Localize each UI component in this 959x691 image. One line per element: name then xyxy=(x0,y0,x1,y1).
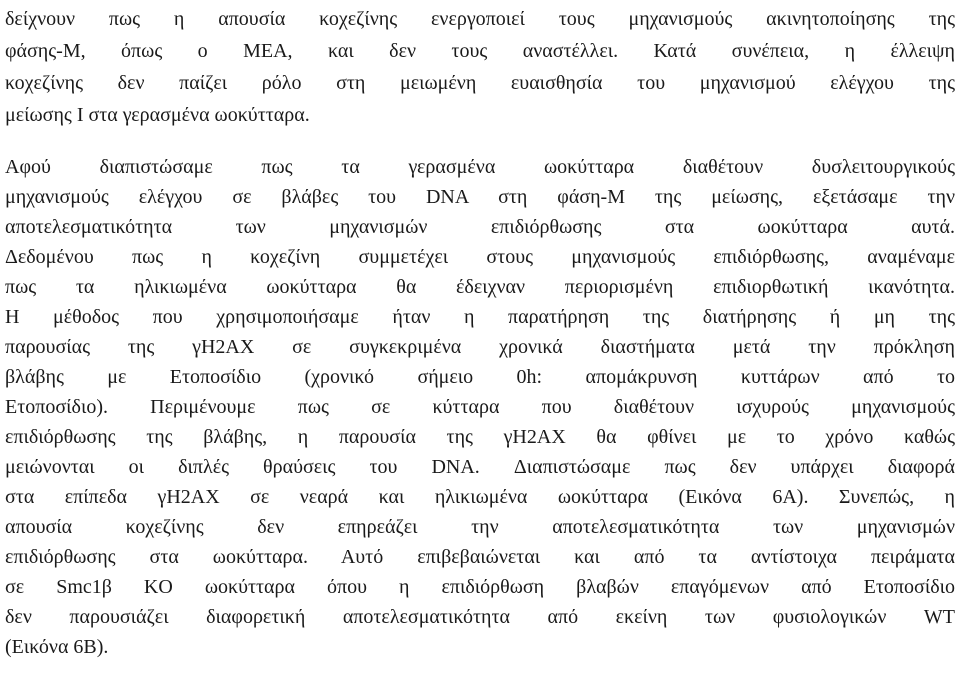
text-line: στα επίπεδα γH2AX σε νεαρά και ηλικιωμένα ωοκύτταρα (Εικόνα 6Α). Συνεπώς, η xyxy=(5,486,955,508)
text-line: απουσία κοχεζίνης δεν επηρεάζει την αποτελεσματικότητα των μηχανισμών xyxy=(5,516,955,538)
text-line: παρουσίας της γH2AX σε συγκεκριμένα χρονικά διαστήματα μετά την πρόκληση xyxy=(5,336,955,358)
paragraph-1 xyxy=(5,3,955,131)
text-line: αποτελεσματικότητα των μηχανισμών επιδιόρθωσης στα ωοκύτταρα αυτά. xyxy=(5,216,955,238)
text-line: μειώνονται οι διπλές θραύσεις του DNA. Διαπιστώσαμε πως δεν υπάρχει διαφορά xyxy=(5,456,955,478)
text-line: μηχανισμούς ελέγχου σε βλάβες του DNA στη φάση-Μ της μείωσης, εξετάσαμε την xyxy=(5,186,955,208)
text-line: δεν παρουσιάζει διαφορετική αποτελεσματικότητα από εκείνη των φυσιολογικών WT xyxy=(5,606,955,628)
text-line: βλάβης με Ετοποσίδιο (χρονικό σήμειο 0h: απομάκρυνση κυττάρων από το xyxy=(5,366,955,388)
text-line: κοχεζίνης δεν παίζει ρόλο στη μειωμένη ευαισθησία του μηχανισμού ελέγχου της xyxy=(5,72,955,94)
text-line: (Εικόνα 6Β). xyxy=(5,636,109,658)
text-line: δείχνουν πως η απουσία κοχεζίνης ενεργοποιεί τους μηχανισμούς ακινητοποίησης της xyxy=(5,8,955,30)
text-line: σε Smc1β KO ωοκύτταρα όπου η επιδιόρθωση βλαβών επαγόμενων από Ετοποσίδιο xyxy=(5,576,955,598)
text-line: Η μέθοδος που χρησιμοποιήσαμε ήταν η παρατήρηση της διατήρησης ή μη της xyxy=(5,306,955,328)
text-line: Ετοποσίδιο). Περιμένουμε πως σε κύτταρα που διαθέτουν ισχυρούς μηχανισμούς xyxy=(5,396,955,418)
text-line: επιδιόρθωσης στα ωοκύτταρα. Αυτό επιβεβαιώνεται και από τα αντίστοιχα πειράματα xyxy=(5,546,955,568)
text-line: Δεδομένου πως η κοχεζίνη συμμετέχει στους μηχανισμούς επιδιόρθωσης, αναμέναμε xyxy=(5,246,955,268)
paragraph-2 xyxy=(5,152,955,662)
text-line: μείωσης Ι στα γερασμένα ωοκύτταρα. xyxy=(5,104,310,126)
text-line: Αφού διαπιστώσαμε πως τα γερασμένα ωοκύτταρα διαθέτουν δυσλειτουργικούς xyxy=(5,156,955,178)
text-line: πως τα ηλικιωμένα ωοκύτταρα θα έδειχναν περιορισμένη επιδιορθωτική ικανότητα. xyxy=(5,276,955,298)
text-line: φάσης-Μ, όπως ο ΜΕΑ, και δεν τους αναστέλλει. Κατά συνέπεια, η έλλειψη xyxy=(5,40,955,62)
text-line: επιδιόρθωσης της βλάβης, η παρουσία της γH2AX θα φθίνει με το χρόνο καθώς xyxy=(5,426,955,448)
